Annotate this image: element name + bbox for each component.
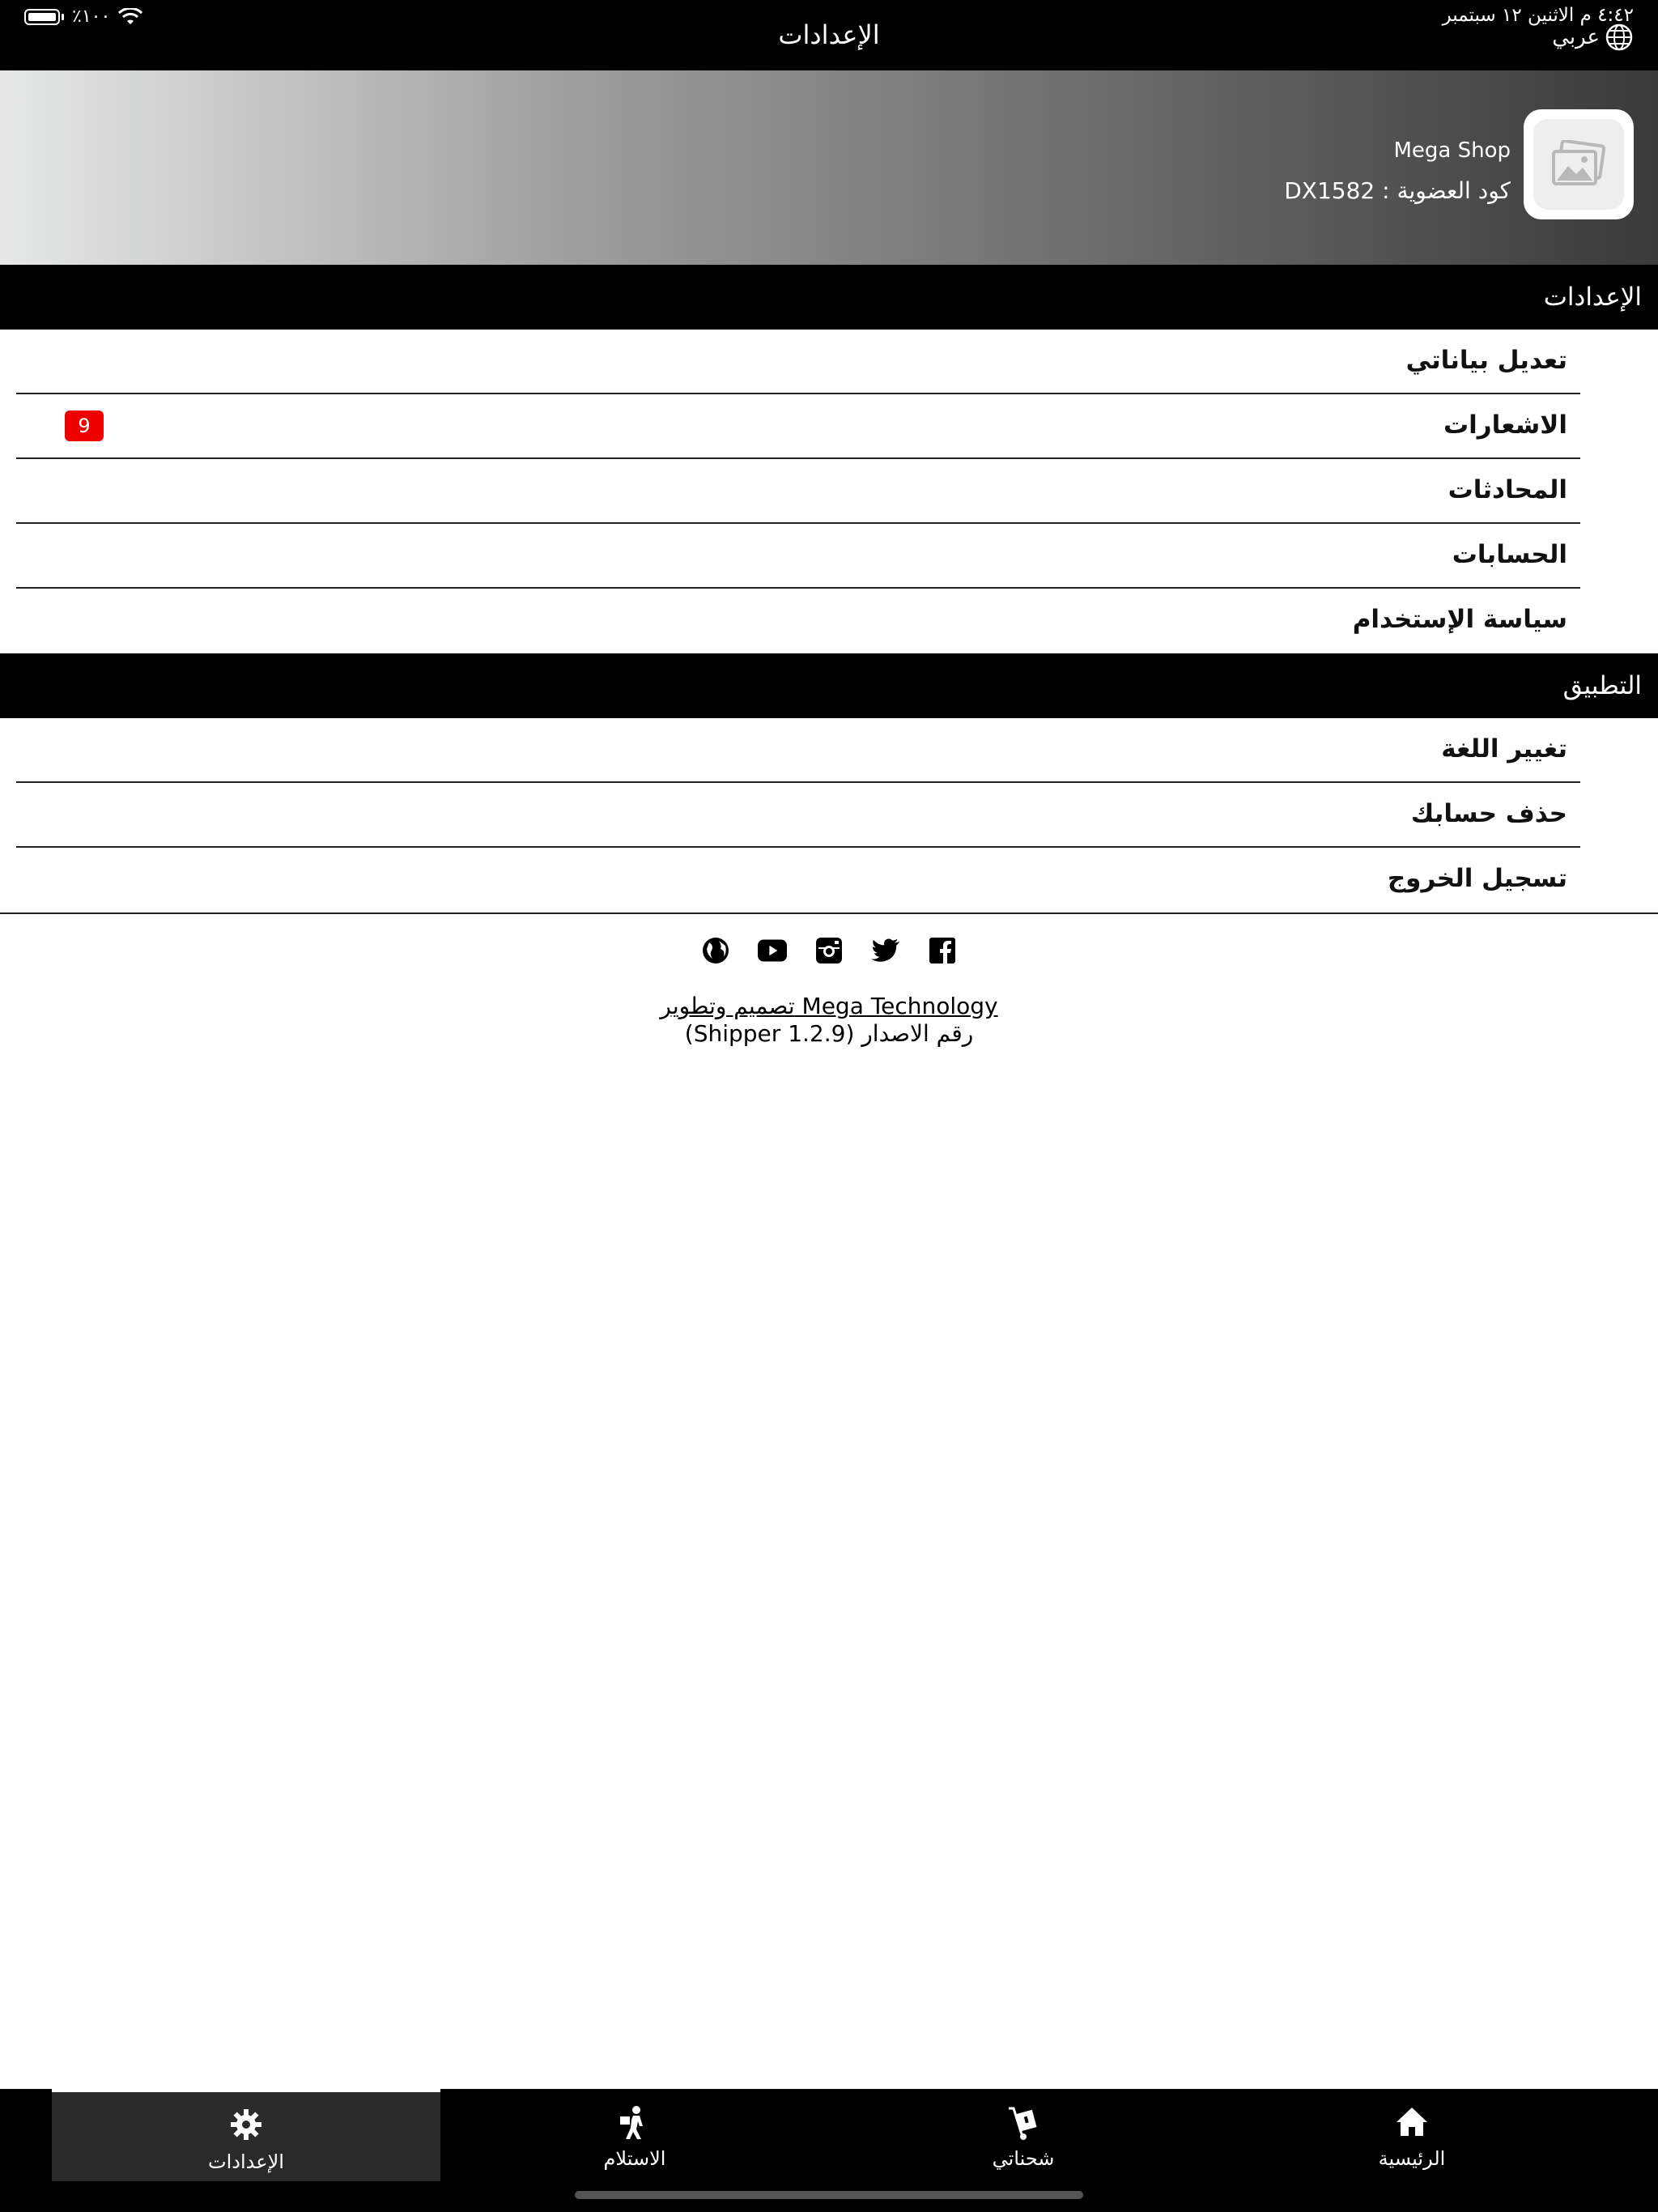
page-title: الإعدادات (778, 19, 880, 50)
home-icon (1395, 2105, 1429, 2139)
tab-label: الإعدادات (208, 2150, 284, 2173)
language-label: عربي (1552, 25, 1600, 49)
social-links (0, 936, 1658, 965)
menu-item-notifications[interactable] (0, 394, 1658, 459)
menu-item-usage-policy[interactable] (0, 589, 1658, 653)
menu-item-edit-profile[interactable] (0, 330, 1658, 394)
battery-percent: ٪١٠٠ (72, 6, 111, 27)
member-code: كود العضوية : DX1582 (1284, 177, 1511, 204)
app-section-title: التطبيق (1562, 671, 1642, 700)
menu-item-change-language[interactable] (0, 718, 1658, 783)
developer-credit-link[interactable]: تصميم وتطوير Mega Technology (660, 993, 998, 1019)
menu-item-accounts[interactable] (0, 524, 1658, 589)
app-section-header (0, 653, 1658, 718)
menu-item-chats[interactable] (0, 459, 1658, 524)
tab-label: الرئيسية (1378, 2147, 1446, 2170)
pickup-icon (617, 2105, 653, 2141)
top-bar (0, 0, 1658, 70)
section-end-divider (0, 912, 1658, 914)
globe-icon (1605, 23, 1634, 52)
facebook-icon[interactable] (928, 936, 957, 965)
tab-label: شحناتي (992, 2147, 1055, 2170)
shop-name: Mega Shop (1393, 138, 1511, 163)
menu-item-label: الاشعارات (1443, 410, 1567, 440)
settings-section-title: الإعدادات (1543, 283, 1642, 312)
menu-item-label: الحسابات (1452, 540, 1567, 569)
youtube-icon[interactable] (758, 936, 787, 965)
image-placeholder (1533, 119, 1624, 210)
menu-item-label: تعديل بياناتي (1405, 346, 1567, 375)
menu-item-label: المحادثات (1448, 475, 1567, 504)
shipments-icon (1005, 2105, 1041, 2141)
tab-pickup[interactable] (440, 2089, 829, 2178)
notification-badge: 9 (65, 410, 104, 441)
menu-item-label: حذف حسابك (1410, 799, 1567, 828)
tab-home[interactable] (1218, 2089, 1606, 2178)
menu-item-logout[interactable] (0, 848, 1658, 912)
gear-icon (230, 2108, 262, 2141)
settings-section-header (0, 265, 1658, 330)
globe-icon[interactable] (701, 936, 730, 965)
menu-item-label: سياسة الإستخدام (1352, 605, 1567, 634)
profile-banner (0, 70, 1658, 265)
home-indicator[interactable] (575, 2191, 1083, 2199)
menu-item-label: تسجيل الخروج (1387, 864, 1567, 893)
language-switch[interactable] (1552, 23, 1634, 52)
menu-item-delete-account[interactable] (0, 783, 1658, 848)
tab-label: الاستلام (603, 2147, 666, 2170)
menu-item-label: تغيير اللغة (1441, 734, 1567, 764)
image-placeholder-icon (1550, 140, 1607, 189)
avatar[interactable] (1524, 109, 1634, 219)
tab-shipments[interactable] (829, 2089, 1218, 2178)
tab-settings[interactable] (52, 2089, 440, 2181)
status-time: ٤:٤٢ م الاثنين ١٢ سبتمبر (1442, 5, 1634, 26)
app-version: رقم الاصدار (1.2.9 Shipper) (684, 1020, 974, 1047)
twitter-icon[interactable] (871, 936, 900, 965)
instagram-icon[interactable] (814, 936, 844, 965)
